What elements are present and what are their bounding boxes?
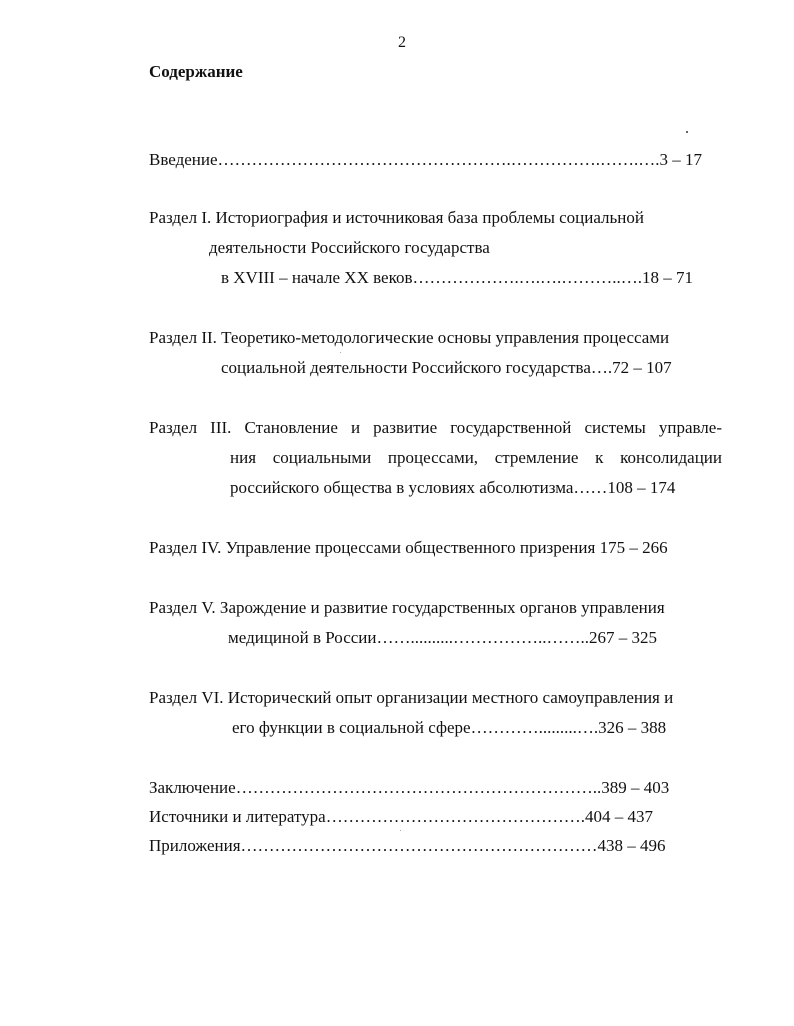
toc-entry-section-6-line-2: его функции в социальной сфере………….........….326 – 388 [232, 718, 667, 737]
speck-mark [340, 352, 341, 353]
toc-entry-section-3-line-3: российского общества в условиях абсолютизма……108 – 174 [230, 478, 676, 497]
toc-entry-sources: Источники и литература……………………………………….404 – 437 [149, 807, 653, 826]
toc-entry-section-1-line-3: в XVIII – начале XX веков……………….….….………..….18 – 71 [221, 268, 693, 287]
speck-mark [400, 830, 401, 831]
toc-entry-section-3-line-1: Раздел III. Становление и развитие государственной системы управле- [149, 418, 722, 437]
toc-entry-section-6-line-1: Раздел VI. Исторический опыт организации местного самоуправления и [149, 688, 674, 707]
speck-mark [686, 131, 688, 133]
page-number: 2 [398, 34, 406, 51]
toc-entry-section-2-line-1: Раздел II. Теоретико-методологические основы управления процессами [149, 328, 670, 347]
toc-entry-section-1-line-2: деятельности Российского государства [209, 238, 490, 257]
page-title: Содержание [149, 62, 243, 81]
toc-entry-section-1-line-1: Раздел I. Историография и источниковая база проблемы социальной [149, 208, 644, 227]
toc-entry-section-5-line-1: Раздел V. Зарождение и развитие государственных органов управления [149, 598, 665, 617]
toc-entry-section-2-line-2: социальной деятельности Российского государства….72 – 107 [221, 358, 672, 377]
toc-entry-section-3-line-2: ния социальными процессами, стремление к консолидации [230, 448, 722, 467]
toc-entry-appendices: Приложения………………………………………………………438 – 496 [149, 836, 666, 855]
toc-entry-conclusion: Заключение………………………………………………………..389 – 403 [149, 778, 670, 797]
toc-entry-section-4: Раздел IV. Управление процессами общественного призрения 175 – 266 [149, 538, 668, 557]
toc-entry-introduction: Введение…………………………………………….…………….…….….3 – 17 [149, 150, 703, 169]
toc-entry-section-5-line-2: медициной в России……..........……………..……..267 – 325 [228, 628, 657, 647]
